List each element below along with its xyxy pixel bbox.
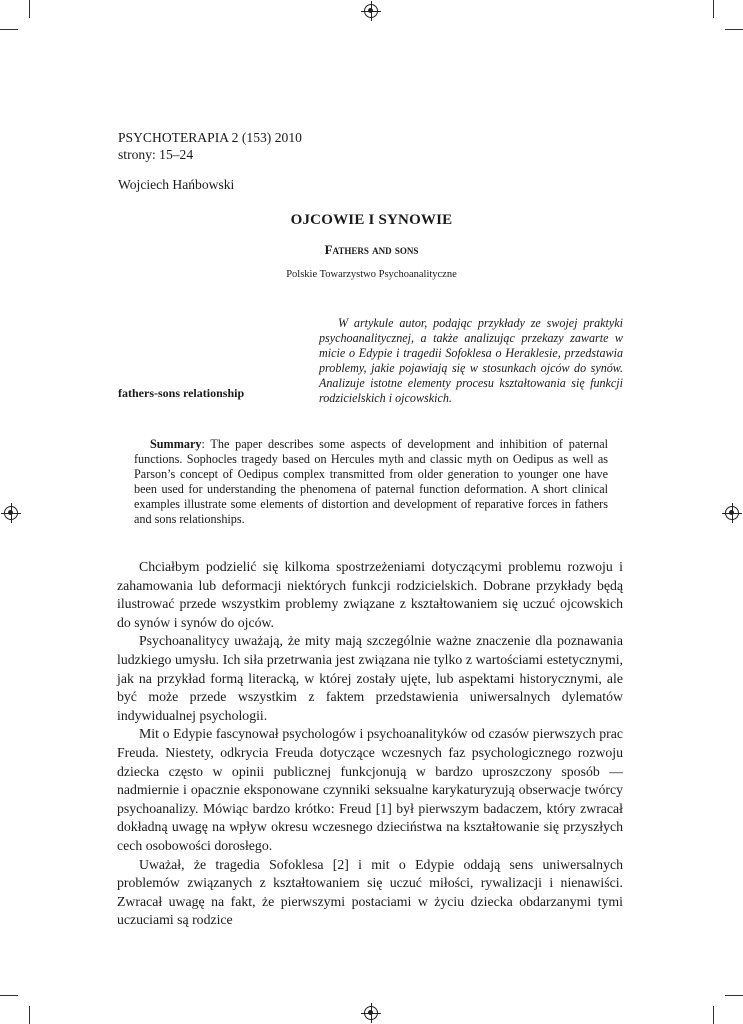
article-title: OJCOWIE I SYNOWIE — [290, 212, 453, 228]
crop-mark-bottom-left-h — [0, 995, 18, 996]
crop-mark-top-left-h — [0, 29, 18, 30]
crop-mark-top-right — [713, 0, 714, 18]
registration-mark-icon — [725, 506, 739, 520]
body-paragraph: Chciałbym podzielić się kilkoma spostrzeżeniami dotyczącymi problemu rozwoju i zahamowania lub deformacji niektórych funkcji rodzicielskich. Dobrane przykłady będą ilustrować przede wszystkim problemy związane z kształtowaniem się uczuć ojcowskich do synów i synów do ojców. — [117, 559, 623, 630]
keywords: fathers-sons relationship — [118, 386, 245, 400]
body-paragraph: Uważał, że tragedia Sofoklesa [2] i mit o Edypie oddają sens uniwersalnych problemów związanych z kształtowaniem się uczuć miłości, rywalizacji i nienawiści. Zwracał uwagę na fakt, że pierwszymi postaciami w życiu dziecka obdarzanymi tymi uczuciami są rodzice — [117, 856, 623, 928]
article-subtitle: Fathers and sons — [324, 242, 419, 257]
crop-mark-top-left — [29, 0, 30, 18]
crop-mark-top-right-h — [725, 29, 743, 30]
article-body — [117, 558, 623, 930]
crop-mark-bottom-right-h — [725, 995, 743, 996]
abstract-polish: W artykule autor, podając przykłady ze swojej praktyki psychoanalitycznej, a także analizując przekazy zawarte w micie o Edypie i tragedii Sofoklesa o Heraklesie, przedstawia problemy, jakie pojawiają się w stosunkach ojców do synów. Analizuje istotne elementy procesu kształtowania się funkcji rodzicielskich i ojcowskich. — [319, 316, 623, 405]
registration-mark-icon — [4, 506, 18, 520]
registration-mark-icon — [364, 4, 378, 18]
crop-mark-bottom-left — [29, 1006, 30, 1024]
registration-mark-icon — [364, 1006, 378, 1020]
body-paragraph: Mit o Edypie fascynował psychologów i psychoanalityków od czasów pierwszych prac Freuda. Niestety, odkrycia Freuda dotyczące wczesnych faz psychologicznego rozwoju dziecka często w opinii publicznej funkcjonują w bardzo uproszczony sposób — nadmiernie i opacznie eksponowane czynniki seksualne karykaturyzują obserwacje twórcy psychoanalizy. Mówiąc bardzo krótko: Freud [1] był pierwszym badaczem, który zwracał dokładną uwagę na wpływ okresu wczesnego dzieciństwa na kształtowanie się przyszłych cech osobowości dorosłego. — [117, 726, 623, 853]
crop-mark-bottom-right — [713, 1006, 714, 1024]
summary-label: Summary — [150, 437, 202, 451]
journal-name: PSYCHOTERAPIA 2 (153) 2010 — [118, 130, 302, 145]
affiliation: Polskie Towarzystwo Psychoanalityczne — [286, 269, 457, 280]
author-name: Wojciech Hańbowski — [118, 177, 235, 192]
summary-text: : The paper describes some aspects of development and inhibition of paternal functions. Sophocles tragedy based on Hercules myth and classic myth on Oedipus as well as Parson’s concept of Oedipus complex transmitted from older generation to younger one have been used for understanding the phenomena of paternal function deformation. A short clinical examples illustrate some elements of distortion and development of reparative forces in fathers and sons relationships. — [134, 437, 608, 527]
journal-pages: strony: 15–24 — [118, 147, 194, 162]
summary-english — [134, 437, 608, 528]
body-paragraph: Psychoanalitycy uważają, że mity mają szczególnie ważne znaczenie dla poznawania ludzkiego umysłu. Ich siła przetrwania jest związana nie tylko z wartościami estetycznymi, jak na przykład formą literacką, w której zostały ujęte, lub aspektami historycznymi, ale być może przede wszystkim z faktem przedstawienia uniwersalnych dylematów indywidualnej psychologii. — [117, 633, 623, 723]
